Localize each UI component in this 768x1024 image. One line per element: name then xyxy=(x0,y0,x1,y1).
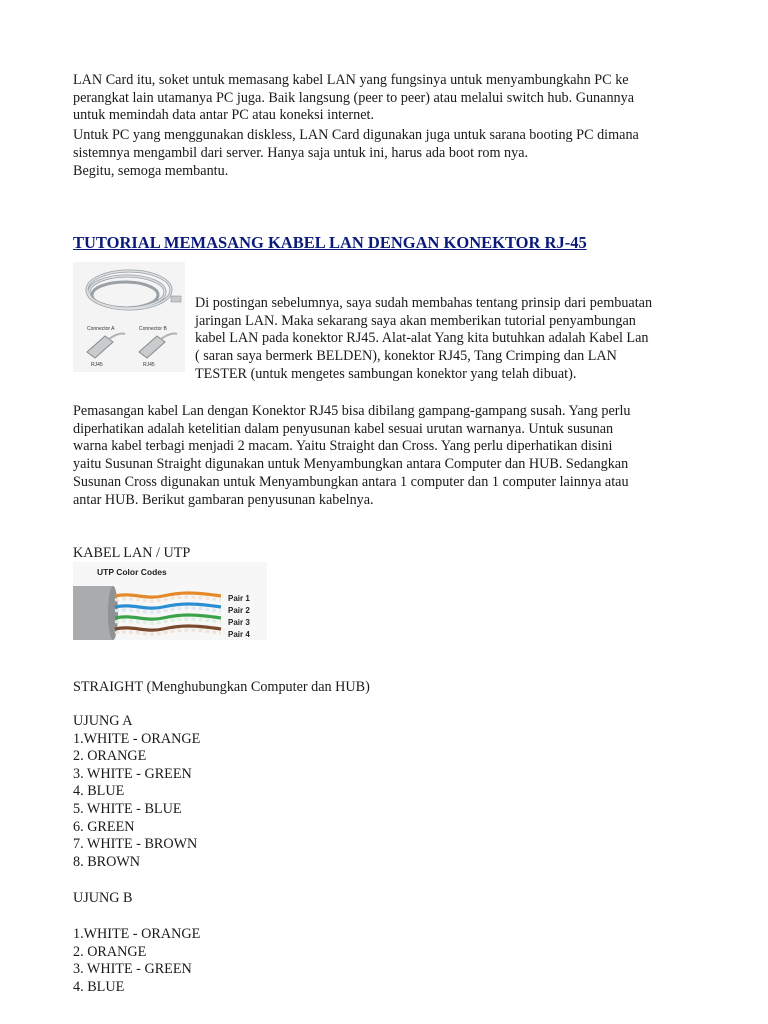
cable-connector-photo xyxy=(73,262,185,372)
list-item: 2. ORANGE xyxy=(73,748,147,765)
list-item: 1.WHITE - ORANGE xyxy=(73,926,201,942)
tutorial-heading[interactable]: TUTORIAL MEMASANG KABEL LAN DENGAN KONEKTOR RJ-45 xyxy=(73,233,587,252)
rj45-caption-a: RJ45 xyxy=(91,362,103,368)
list-item: 6. GREEN xyxy=(73,818,135,835)
list-item: 8. BROWN xyxy=(73,853,140,870)
list-item: 4. BLUE xyxy=(73,783,125,800)
list-item: 4. BLUE xyxy=(73,978,125,995)
utp-image-title: UTP Color Codes xyxy=(97,567,167,577)
list-item: 7. WHITE - BROWN xyxy=(73,836,198,853)
straight-title: STRAIGHT (Menghubungkan Computer dan HUB) xyxy=(73,679,370,695)
ujung-b-title: UJUNG B xyxy=(73,890,133,906)
list-item: 1.WHITE - ORANGE xyxy=(73,730,201,747)
intro-side-paragraph: Di postingan sebelumnya, saya sudah membahas tentang prinsip dari pembuatan jaringan LAN. Maka sekarang saya akan memberikan tutorial penyambungan kabel LAN pada konektor RJ45. Alat-alat Yang kita butuhkan adalah Kabel Lan ( saran saya bermerk BELDEN), konektor RJ45, Tang Crimping dan LAN TESTER (untuk mengetes sambungan konektor yang telah dibuat). xyxy=(195,295,653,382)
connector-b-label: Connector B xyxy=(139,326,167,332)
ujung-a-list xyxy=(73,713,200,871)
ujung-a-title: UJUNG A xyxy=(73,713,133,729)
ujung-b-list xyxy=(73,926,200,996)
intro-paragraph-1: LAN Card itu, soket untuk memasang kabel LAN yang fungsinya untuk menyambungkahn PC ke perangkat lain utamanya PC juga. Baik langsung (peer to peer) atau melalui switch hub. Gunannya untuk memindah data antar PC atau koneksi internet. xyxy=(73,72,635,124)
list-item: 3. WHITE - GREEN xyxy=(73,765,192,782)
list-item: 5. WHITE - BLUE xyxy=(73,800,182,817)
body-paragraph: Pemasangan kabel Lan dengan Konektor RJ45 bisa dibilang gampang-gampang susah. Yang perlu diperhatikan adalah ketelitian dalam penyusunan kabel sesuai urutan warnanya. Untuk susunan warna kabel terbagi menjadi 2 macam. Yaitu Straight dan Cross. Yang perlu diperhatikan disini yaitu Susunan Straight digunakan untuk Menyambungkan antara Computer dan HUB. Sedangkan Susunan Cross digunakan untuk Menyambungkan antara 1 computer dan 1 computer lainnya atau antar HUB. Berikut gambaran penyusunan kabelnya. xyxy=(73,403,631,508)
list-item: 3. WHITE - GREEN xyxy=(73,961,192,978)
pair-3-label: Pair 3 xyxy=(228,618,250,627)
connector-a-label: Connector A xyxy=(87,326,115,332)
intro-paragraph-2: Untuk PC yang menggunakan diskless, LAN Card digunakan juga untuk sarana booting PC dimana sistemnya mengambil dari server. Hanya saja untuk ini, harus ada boot rom nya. xyxy=(73,127,639,161)
rj45-caption-b: RJ45 xyxy=(143,362,155,368)
pair-2-label: Pair 2 xyxy=(228,606,250,615)
intro-paragraph-3: Begitu, semoga membantu. xyxy=(73,163,229,179)
pair-1-label: Pair 1 xyxy=(228,594,250,603)
utp-label: KABEL LAN / UTP xyxy=(73,545,191,561)
pair-4-label: Pair 4 xyxy=(228,630,250,639)
list-item: 2. ORANGE xyxy=(73,943,147,960)
utp-color-codes-image xyxy=(73,562,267,640)
